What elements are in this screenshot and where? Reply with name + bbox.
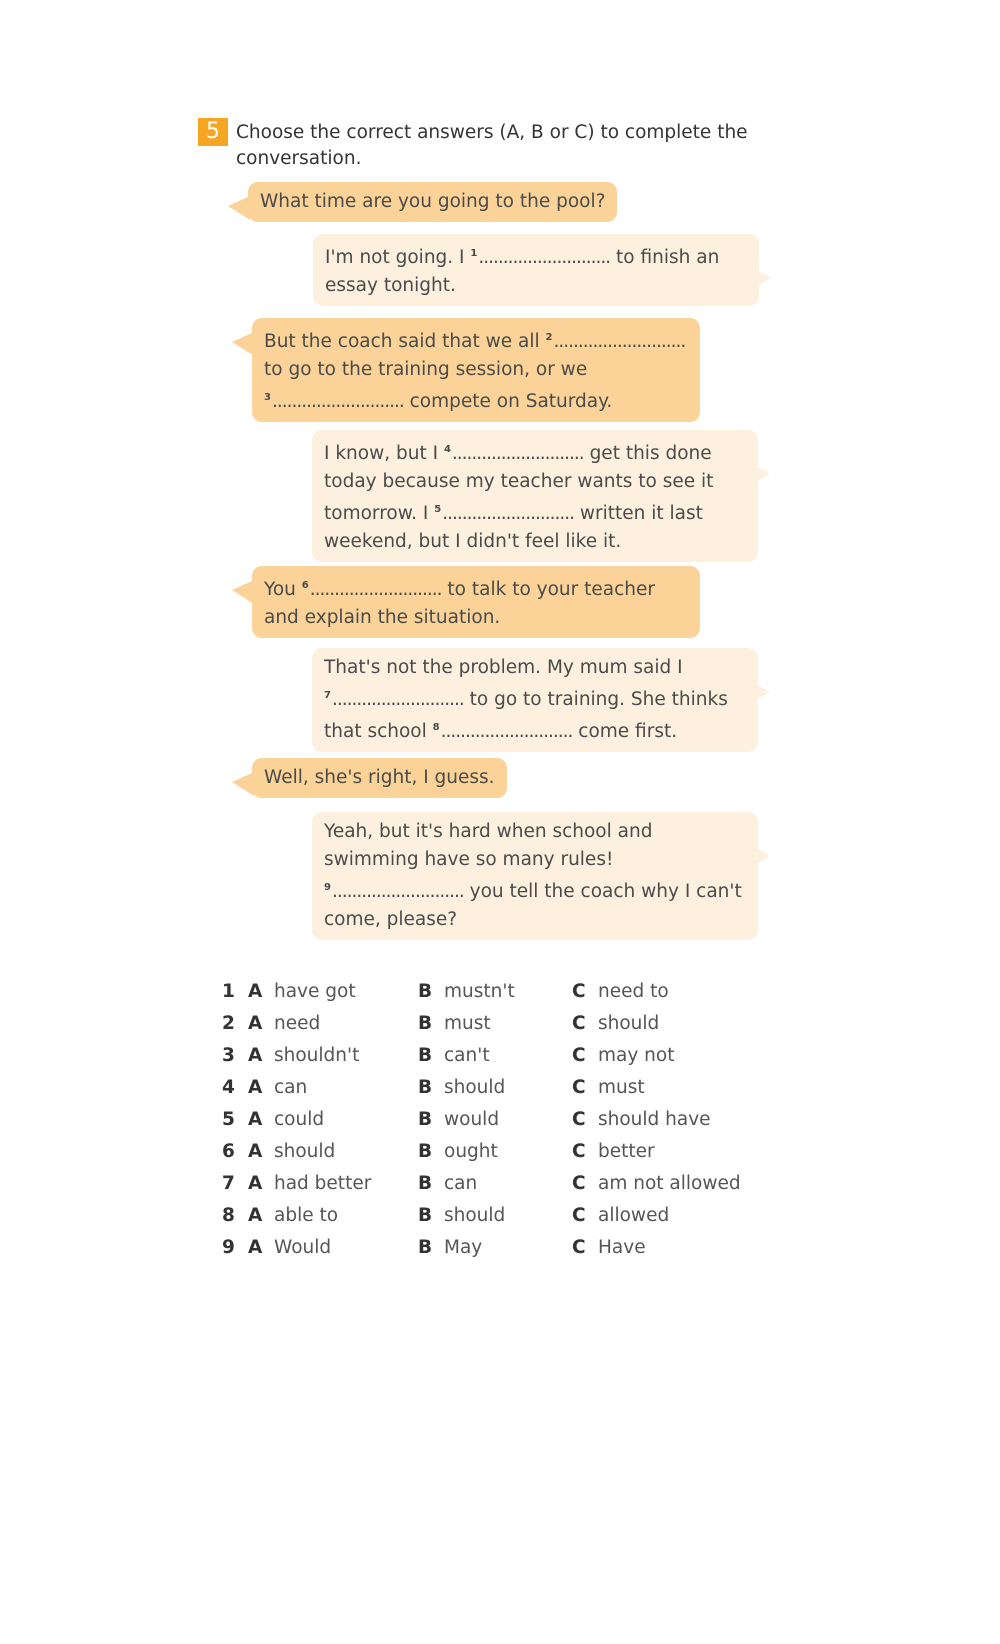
option-c: am not allowed xyxy=(598,1173,741,1194)
option-letter-c: C xyxy=(572,1173,586,1194)
option-letter-a: A xyxy=(248,1109,263,1130)
gap-number: 5 xyxy=(434,504,442,515)
answer-blank: ........................... xyxy=(309,579,442,600)
speech-bubble-6 xyxy=(312,648,758,752)
bubble-text: compete on Saturday. xyxy=(403,391,613,412)
question-number: 5 xyxy=(222,1109,235,1130)
question-number: 4 xyxy=(222,1077,235,1098)
option-letter-a: A xyxy=(248,1045,263,1066)
option-letter-b: B xyxy=(418,1141,433,1162)
bubble-text: What time are you going to the pool? xyxy=(260,191,606,212)
option-letter-c: C xyxy=(572,1045,586,1066)
bubble-text: to go to training. She thinks that school xyxy=(324,689,728,742)
option-c: should xyxy=(598,1013,660,1034)
option-a: had better xyxy=(274,1173,372,1194)
option-letter-b: B xyxy=(418,1013,433,1034)
bubble-text: to go to the training session, or we xyxy=(264,359,588,380)
gap-number: 3 xyxy=(264,392,271,403)
bubble-text: get this done today because my teacher wants to see it tomorrow. I xyxy=(324,443,714,524)
option-letter-b: B xyxy=(418,981,433,1002)
option-letter-b: B xyxy=(418,1109,433,1130)
answer-blank: ........................... xyxy=(553,331,686,352)
bubble-text: You xyxy=(264,579,302,600)
question-number: 2 xyxy=(222,1013,235,1034)
option-a: can xyxy=(274,1077,308,1098)
bubble-text: you tell the coach why I can't come, please? xyxy=(324,881,742,930)
gap-number: 4 xyxy=(443,444,451,455)
option-b: can't xyxy=(444,1045,490,1066)
option-b: May xyxy=(444,1237,483,1258)
option-letter-c: C xyxy=(572,1013,586,1034)
speech-bubble-7 xyxy=(252,758,507,798)
option-b: would xyxy=(444,1109,500,1130)
bubble-text: to finish an essay tonight. xyxy=(325,247,720,296)
bubble-text: Yeah, but it's hard when school and swimming have so many rules! xyxy=(324,821,653,870)
option-a: Would xyxy=(274,1237,332,1258)
option-c: better xyxy=(598,1141,655,1162)
speech-bubble-3 xyxy=(252,318,700,422)
option-letter-a: A xyxy=(248,1013,263,1034)
gap-number: 6 xyxy=(301,580,309,591)
option-letter-a: A xyxy=(248,1205,263,1226)
option-a: should xyxy=(274,1141,336,1162)
option-c: should have xyxy=(598,1109,711,1130)
option-a: shouldn't xyxy=(274,1045,360,1066)
speech-bubble-8 xyxy=(312,812,758,940)
option-b: must xyxy=(444,1013,491,1034)
option-c: Have xyxy=(598,1237,646,1258)
speech-bubble-4 xyxy=(312,430,758,562)
bubble-text: But the coach said that we all xyxy=(264,331,546,352)
answer-blank: ........................... xyxy=(331,689,464,710)
gap-number: 2 xyxy=(545,332,553,343)
bubble-text: come first. xyxy=(572,721,678,742)
option-a: able to xyxy=(274,1205,339,1226)
exercise-number-badge: 5 xyxy=(198,118,228,146)
gap-number: 9 xyxy=(324,882,331,893)
bubble-text: I know, but I xyxy=(324,443,444,464)
question-number: 3 xyxy=(222,1045,235,1066)
option-b: mustn't xyxy=(444,981,515,1002)
gap-number: 8 xyxy=(432,722,440,733)
option-a: could xyxy=(274,1109,325,1130)
option-b: can xyxy=(444,1173,478,1194)
question-number: 8 xyxy=(222,1205,235,1226)
answer-blank: ........................... xyxy=(478,247,611,268)
option-letter-b: B xyxy=(418,1173,433,1194)
speech-bubble-1 xyxy=(248,182,617,222)
option-letter-b: B xyxy=(418,1237,433,1258)
option-b: should xyxy=(444,1205,506,1226)
bubble-text: written it last weekend, but I didn't feel like it. xyxy=(324,503,703,552)
answer-blank: ........................... xyxy=(331,881,464,902)
answer-blank: ........................... xyxy=(440,721,573,742)
option-letter-c: C xyxy=(572,1141,586,1162)
option-letter-c: C xyxy=(572,1205,586,1226)
answer-blank: ........................... xyxy=(451,443,584,464)
bubble-text: to talk to your teacher and explain the situation. xyxy=(264,579,655,628)
gap-number: 1 xyxy=(470,248,478,259)
option-letter-b: B xyxy=(418,1045,433,1066)
option-c: may not xyxy=(598,1045,675,1066)
speech-bubble-5 xyxy=(252,566,700,638)
question-number: 1 xyxy=(222,981,235,1002)
answer-blank: ........................... xyxy=(271,391,404,412)
option-c: must xyxy=(598,1077,645,1098)
option-letter-c: C xyxy=(572,1109,586,1130)
option-a: need xyxy=(274,1013,321,1034)
option-letter-a: A xyxy=(248,1077,263,1098)
speech-bubble-2 xyxy=(313,234,759,306)
option-b: should xyxy=(444,1077,506,1098)
option-letter-b: B xyxy=(418,1205,433,1226)
gap-number: 7 xyxy=(324,690,331,701)
answer-blank: ........................... xyxy=(442,503,574,524)
option-letter-a: A xyxy=(248,1237,263,1258)
option-a: have got xyxy=(274,981,356,1002)
exercise-instruction: Choose the correct answers (A, B or C) to complete the conversation. xyxy=(236,122,748,169)
option-letter-c: C xyxy=(572,981,586,1002)
bubble-text: I'm not going. I xyxy=(325,247,471,268)
bubble-text: That's not the problem. My mum said I xyxy=(324,657,683,678)
bubble-text: Well, she's right, I guess. xyxy=(264,767,495,788)
option-c: allowed xyxy=(598,1205,670,1226)
option-letter-a: A xyxy=(248,1141,263,1162)
option-letter-b: B xyxy=(418,1077,433,1098)
question-number: 6 xyxy=(222,1141,235,1162)
option-letter-c: C xyxy=(572,1237,586,1258)
option-letter-a: A xyxy=(248,981,263,1002)
question-number: 9 xyxy=(222,1237,235,1258)
option-c: need to xyxy=(598,981,669,1002)
option-letter-a: A xyxy=(248,1173,263,1194)
question-number: 7 xyxy=(222,1173,235,1194)
option-b: ought xyxy=(444,1141,498,1162)
option-letter-c: C xyxy=(572,1077,586,1098)
